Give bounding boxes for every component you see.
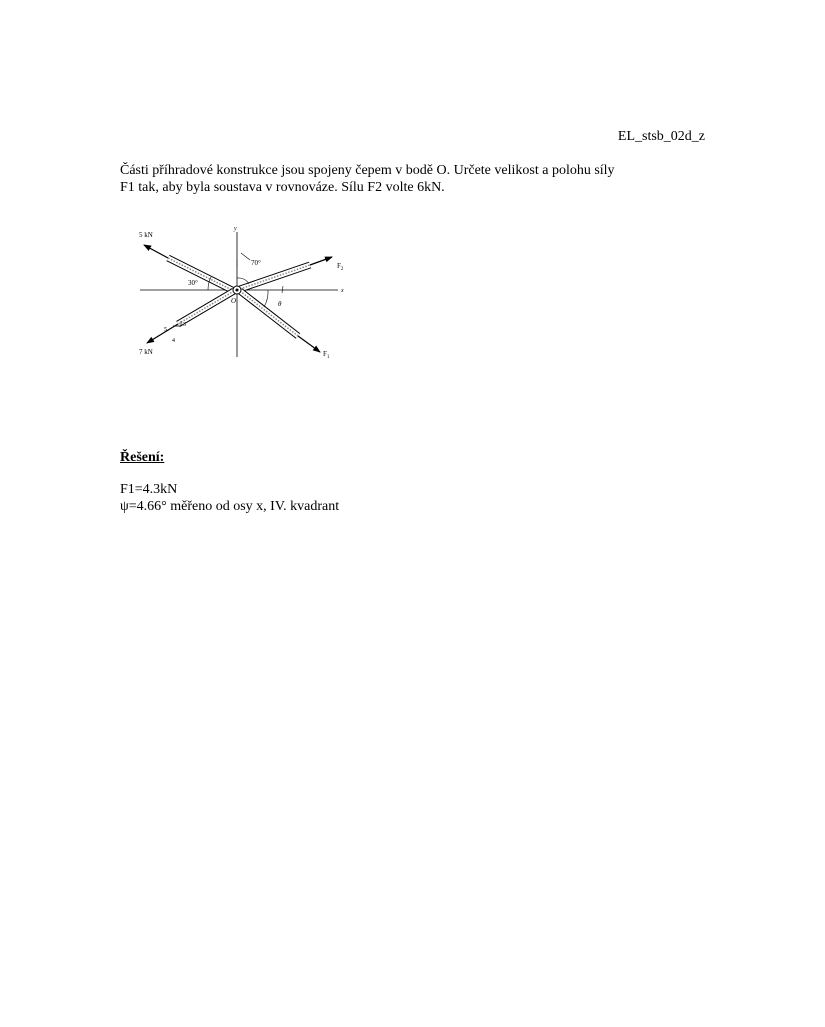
problem-line-1: Části příhradové konstrukce jsou spojeny čepem v bodě O. Určete velikost a polohu síly xyxy=(120,163,615,178)
force-arrow-5kn xyxy=(144,245,168,258)
label-angle-30: 30° xyxy=(188,279,198,287)
angle-70-leader xyxy=(241,253,250,260)
member-f2 xyxy=(240,265,310,289)
label-slope-5: 5 xyxy=(164,327,167,333)
truss-joint-figure xyxy=(130,220,360,370)
label-7kn: 7 kN xyxy=(139,348,153,356)
problem-statement xyxy=(120,162,720,196)
label-f1: $F_1$ xyxy=(323,350,330,360)
label-slope-3: 3 xyxy=(183,322,186,328)
label-y-axis: y xyxy=(234,226,237,232)
label-x-axis: x xyxy=(341,288,344,294)
member-5kn xyxy=(168,258,234,291)
label-origin: O xyxy=(231,297,237,305)
force-arrow-f2 xyxy=(310,257,332,265)
force-arrow-f1 xyxy=(298,336,320,352)
label-angle-70: 70° xyxy=(251,259,261,267)
label-theta: θ xyxy=(278,300,282,308)
solution-answers xyxy=(120,481,339,515)
answer-force: F1=4.3kN xyxy=(120,482,178,497)
theta-arc xyxy=(264,290,268,307)
label-5kn: 5 kN xyxy=(139,231,153,239)
label-f2: $F_2$ xyxy=(337,262,344,272)
member-f1 xyxy=(240,291,298,336)
label-slope-4: 4 xyxy=(172,338,175,344)
document-id: EL_stsb_02d_z xyxy=(617,129,705,144)
answer-angle: ψ=4.66° měřeno od osy x, IV. kvadrant xyxy=(120,499,340,514)
member-7kn xyxy=(178,291,237,324)
problem-line-2: F1 tak, aby byla soustava v rovnováze. Sílu F2 volte 6kN. xyxy=(120,180,445,195)
truss-joint-diagram xyxy=(130,220,360,370)
solution-heading: Řešení: xyxy=(120,450,165,465)
